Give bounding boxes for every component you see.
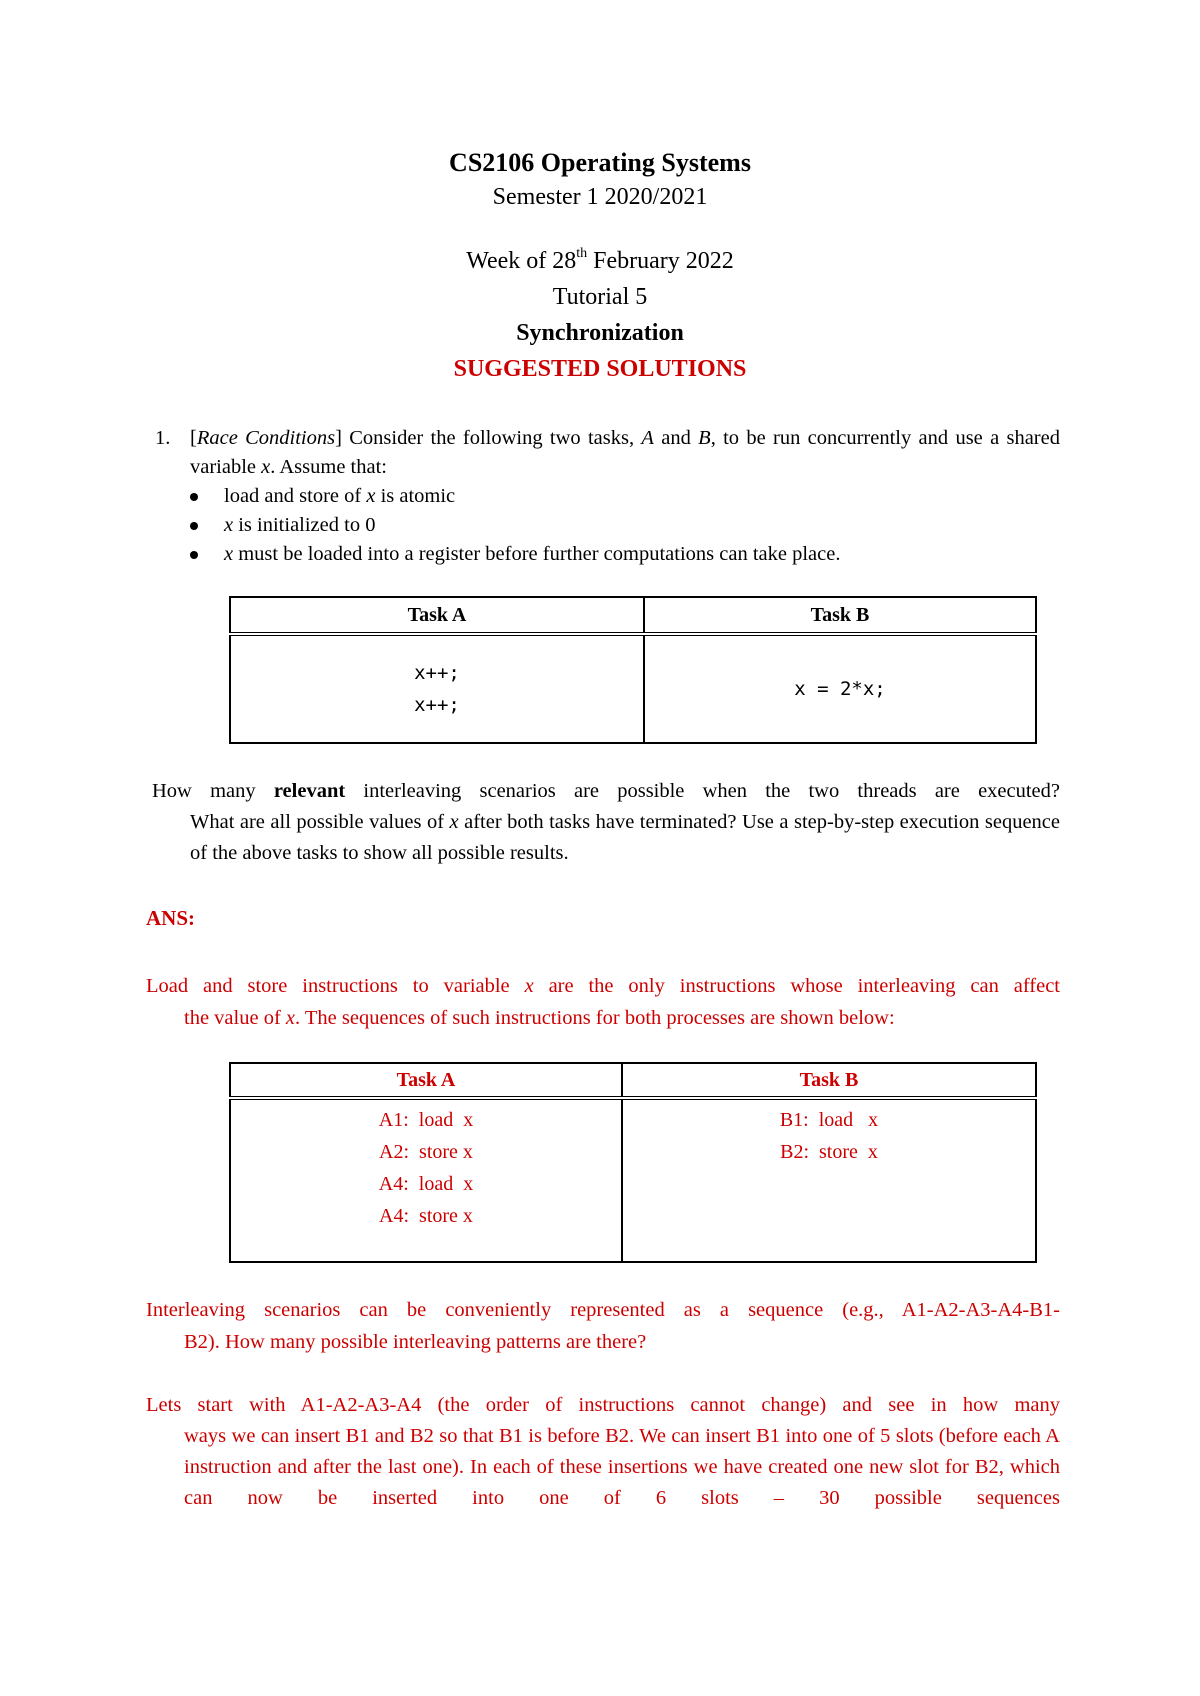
question-1-text [190, 424, 1060, 482]
table-header-row [230, 1063, 1036, 1098]
question-tag: Race Conditions [196, 427, 336, 449]
task-a-instructions [230, 1098, 622, 1262]
prompt-bold: relevant [273, 780, 346, 802]
task-code-table [229, 596, 1037, 744]
prompt-rest [190, 807, 1060, 869]
task-b-instructions [622, 1098, 1036, 1262]
instruction-line: B2: store x [780, 1141, 878, 1163]
paragraph-line-1: Lets start with A1-A2-A3-A4 (the order of instructions cannot change) and see in how many [146, 1394, 1060, 1416]
prompt-line-1 [152, 776, 1060, 807]
prompt-pre: How many [152, 780, 274, 802]
list-item [188, 482, 840, 511]
question-text-c: , to be run concurrently and use a shared variable [190, 427, 1060, 478]
question-prompt [152, 776, 1060, 869]
question-1 [155, 424, 1060, 482]
bracket-open: [ [190, 427, 197, 449]
bullet-pre: load and store of [224, 485, 367, 507]
suggested-solutions-heading: SUGGESTED SOLUTIONS [453, 356, 747, 382]
paragraph-rest: ways we can insert B1 and B2 so that B1 is before B2. We can insert B1 into one of 5 slots (before each A instruction and after the last one). In each of these insertions we have created one new slot for B2, which can now be inserted into one of 6 slots – 30 possible sequences [184, 1425, 1060, 1509]
paragraph-line-1 [146, 970, 1060, 1002]
instruction-table [229, 1062, 1037, 1263]
prompt-rest-pre: What are all possible values of [190, 811, 450, 833]
bullet-post: is atomic [375, 485, 456, 507]
question-text-d: . Assume that: [270, 456, 387, 478]
answer-paragraph-2 [146, 1294, 1060, 1358]
code-line: x++; [414, 662, 460, 684]
course-title: CS2106 Operating Systems [449, 148, 751, 177]
instruction-line: A4: load x [378, 1173, 474, 1195]
prompt-rest-post: after both tasks have terminated? Use a step-by-step execution sequence of the above tasks to show all possible results. [190, 811, 1060, 864]
list-item [188, 540, 840, 569]
paragraph-line-1: Interleaving scenarios can be conveniently represented as a sequence (e.g., A1-A2-A3-A4-B1- [146, 1299, 1060, 1321]
bullet-post: is initialized to 0 [233, 514, 376, 536]
table-header-row [230, 597, 1036, 634]
bullet-post: must be loaded into a register before further computations can take place. [233, 543, 841, 565]
question-text-a: ] Consider the following two tasks, [335, 427, 642, 449]
task-b-header: Task B [622, 1063, 1036, 1098]
p1-rest-var: x [285, 1007, 295, 1029]
code-line: x++; [414, 694, 460, 716]
question-number: 1. [155, 427, 171, 449]
semester: Semester 1 2020/2021 [492, 184, 708, 210]
bullet-var: x [224, 543, 234, 565]
week-prefix: Week of 28 [466, 248, 577, 274]
tutorial-number: Tutorial 5 [552, 284, 648, 310]
assumption-list [188, 482, 840, 569]
answer-paragraph-1 [146, 970, 1060, 1034]
bullet-var: x [366, 485, 376, 507]
prompt-var: x [449, 811, 459, 833]
table-row [230, 634, 1036, 743]
instruction-line: B1: load x [779, 1109, 879, 1131]
week-line [0, 248, 1200, 275]
task-b-header: Task B [644, 597, 1036, 634]
var-ref: x [261, 456, 271, 478]
paragraph-rest [184, 1002, 1060, 1034]
bullet-var: x [224, 514, 234, 536]
paragraph-rest: B2). How many possible interleaving patterns are there? [184, 1331, 647, 1353]
week-sup: th [576, 246, 588, 261]
week-suffix: February 2022 [587, 248, 734, 274]
answer-paragraph-3 [146, 1390, 1060, 1514]
instruction-line: A4: store x [379, 1205, 473, 1227]
p1-pre: Load and store instructions to variable [146, 975, 525, 997]
p1-post: are the only instructions whose interleaving can affect [533, 975, 1061, 997]
list-item [188, 511, 840, 540]
task-a-header: Task A [230, 1063, 622, 1098]
task-a-header: Task A [230, 597, 644, 634]
p1-var: x [524, 975, 534, 997]
instruction-line: A1: load x [378, 1109, 474, 1131]
p1-rest-pre: the value of [184, 1007, 286, 1029]
task-b-ref: B [698, 427, 711, 449]
task-a-ref: A [641, 427, 654, 449]
answer-label: ANS: [146, 906, 196, 930]
tutorial-topic: Synchronization [516, 320, 684, 346]
prompt-post: interleaving scenarios are possible when the two threads are executed? [345, 780, 1061, 802]
table-row [230, 1098, 1036, 1262]
task-a-code [230, 634, 644, 743]
instruction-line: A2: store x [379, 1141, 473, 1163]
task-b-code: x = 2*x; [644, 634, 1036, 743]
p1-rest-post: . The sequences of such instructions for both processes are shown below: [295, 1007, 895, 1029]
question-text-b: and [653, 427, 699, 449]
